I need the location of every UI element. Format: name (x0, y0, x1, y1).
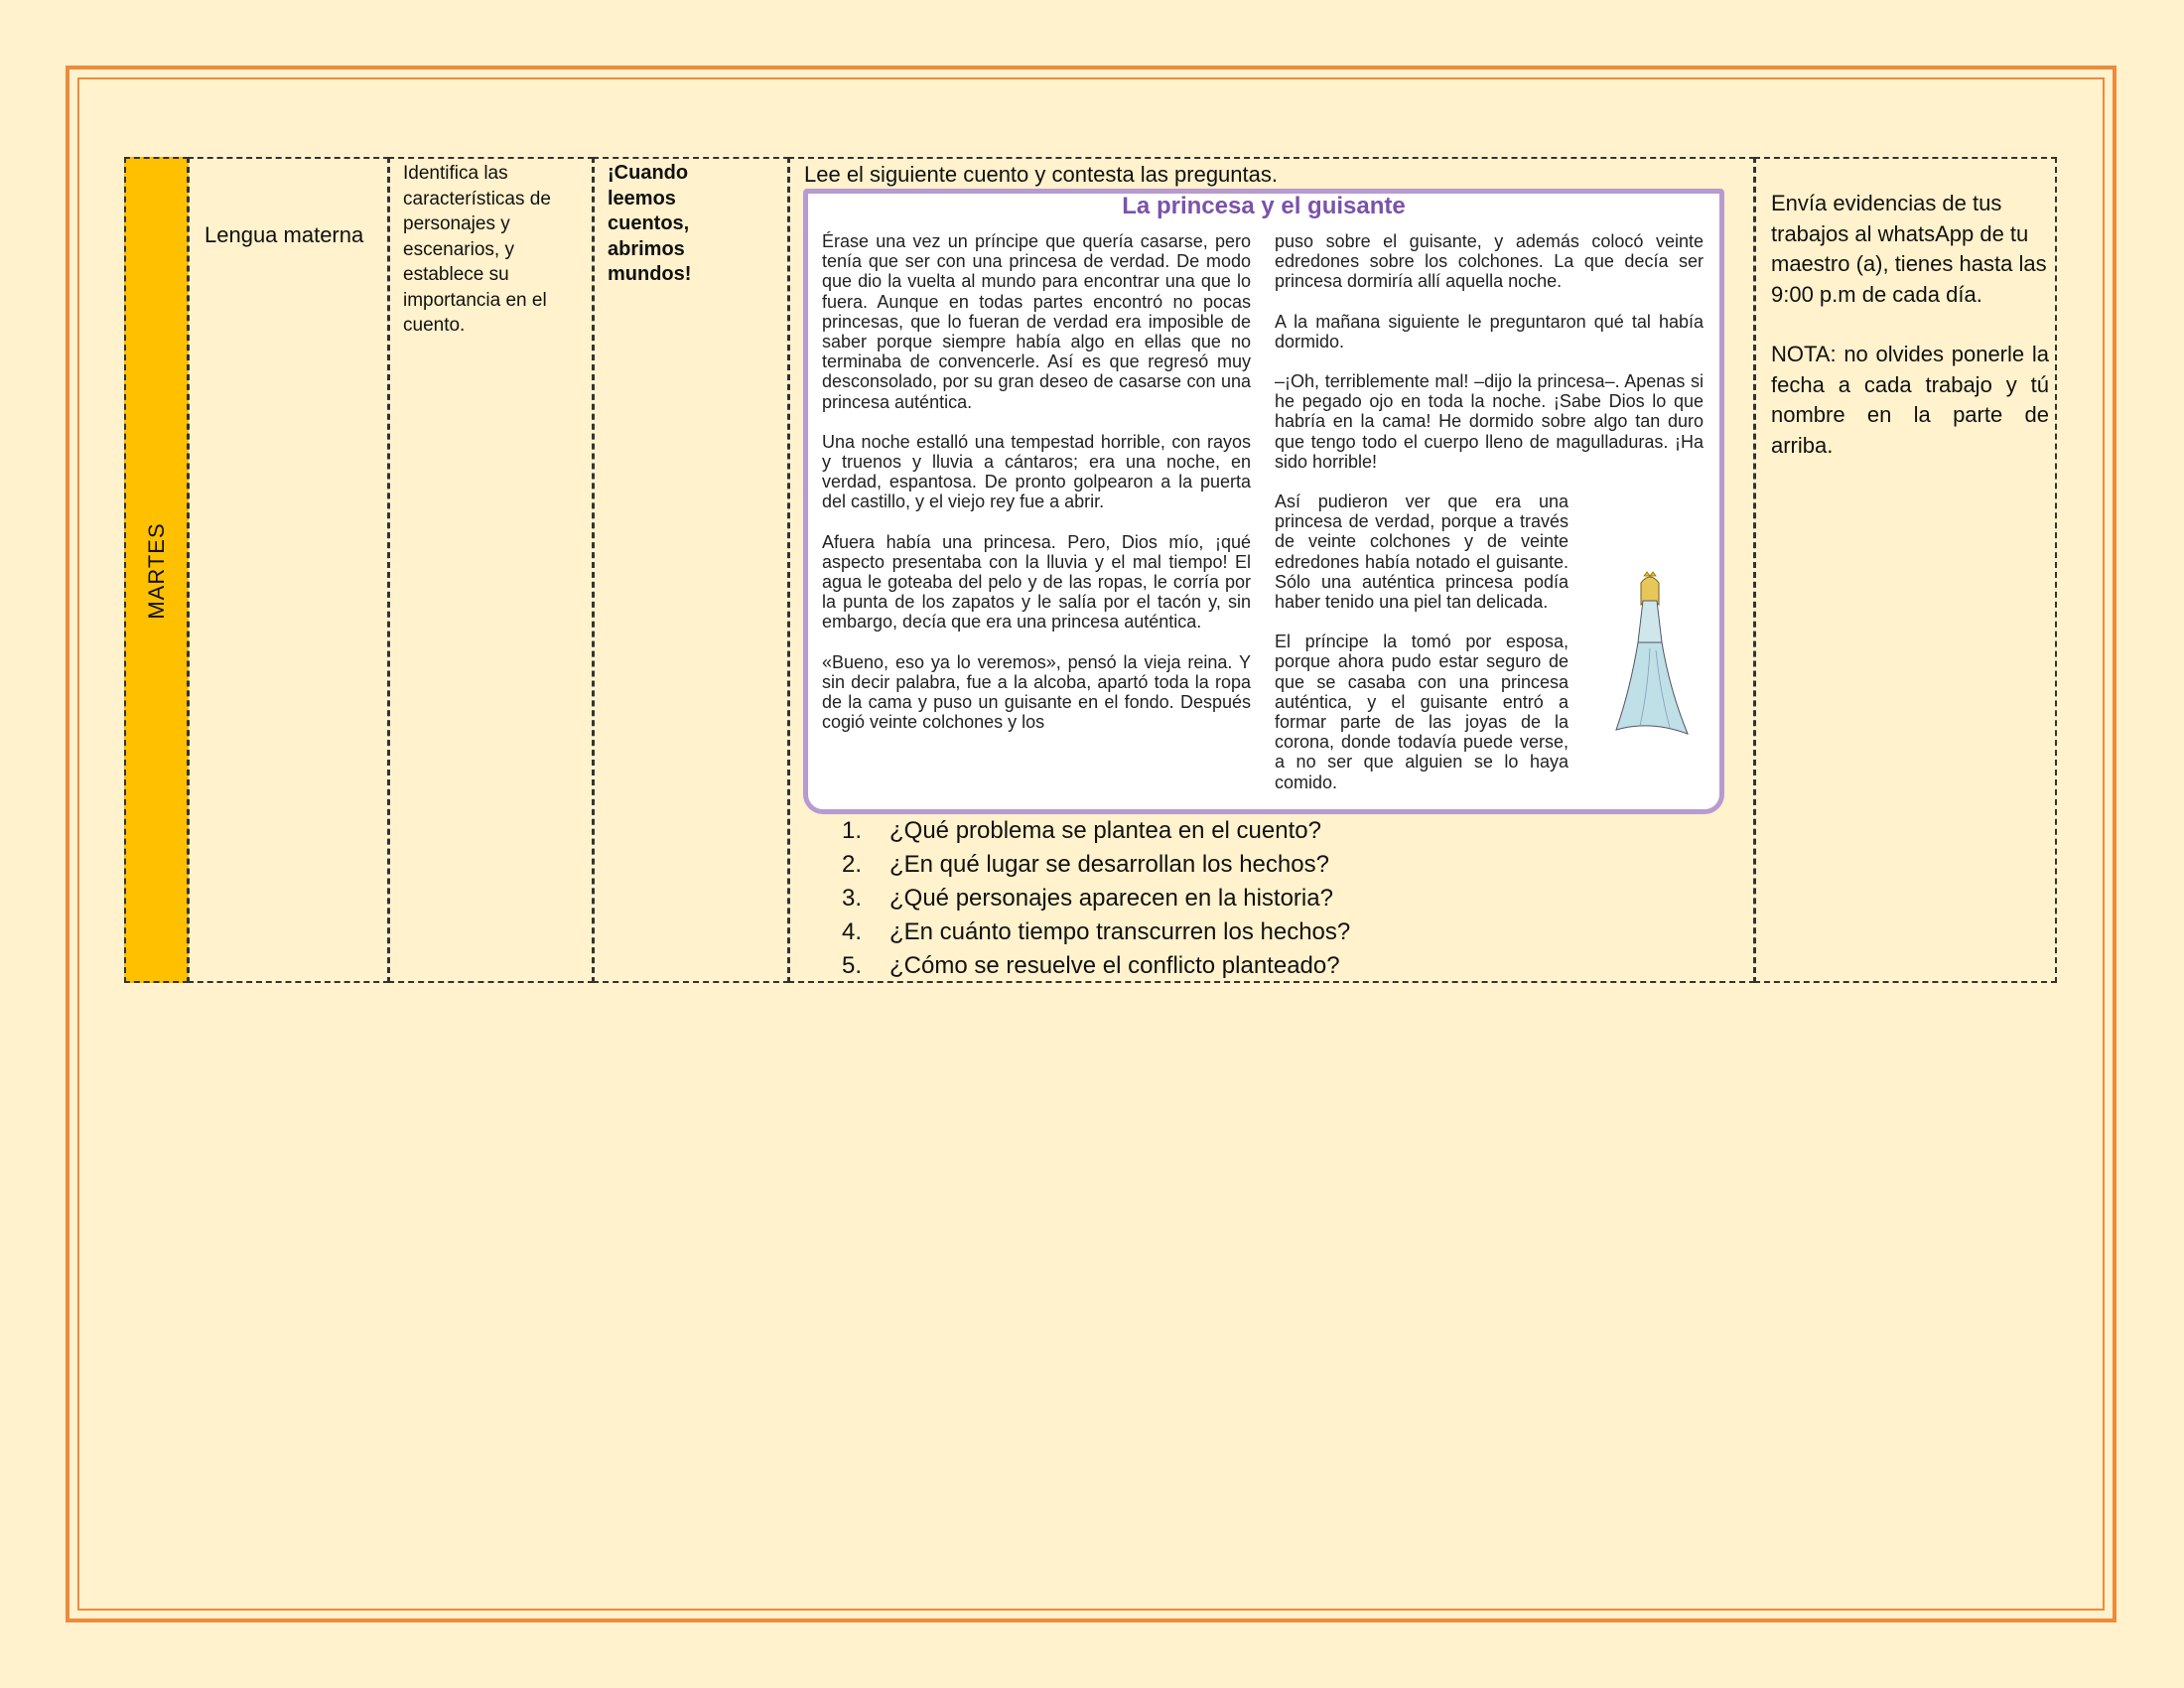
question-item (842, 949, 1350, 983)
question-item (842, 882, 1350, 915)
learning-goal-text: Identifica las características de personajes y escenarios, y establece su importancia en el cuento. (403, 163, 551, 336)
question-text: ¿En cuánto tiempo transcurren los hechos? (889, 918, 1351, 945)
activity-cell (788, 157, 1755, 983)
story-paragraph: Así pudieron ver que era una princesa de verdad, porque a través de veinte colchones y de veinte edredones había notado el guisante. Sólo una auténtica princesa podía haber tenido una piel tan delicada. (1275, 492, 1569, 613)
question-item (842, 848, 1350, 882)
story-card (803, 189, 1724, 814)
story-paragraph: Una noche estalló una tempestad horrible, con rayos y truenos y lluvia a cántaros; era una noche, en verdad, espantosa. De pronto golpearon a la puerta del castillo, y el viejo rey fue a abrir. (822, 431, 1251, 512)
question-text: ¿En qué lugar se desarrollan los hechos? (889, 851, 1329, 878)
story-left-column (822, 231, 1251, 752)
story-paragraph: A la mañana siguiente le preguntaron qué tal había dormido. (1275, 311, 1704, 352)
question-item (842, 814, 1350, 848)
day-label: MARTES (143, 522, 169, 620)
subject-label: Lengua materna (205, 222, 364, 247)
question-item (842, 915, 1350, 949)
question-number: 5. (842, 952, 863, 979)
note-text: NOTA: no olvides ponerle la fecha a cada trabajo y tú nombre en la parte de arriba. (1771, 342, 2049, 458)
story-paragraph: «Bueno, eso ya lo veremos», pensó la vieja reina. Y sin decir palabra, fue a la alcoba, apartó toda la ropa de la cama y puso un guisante en el fondo. Después cogió veinte colchones y los (822, 651, 1251, 733)
delivery-instructions (1771, 189, 2049, 461)
question-text: ¿Qué problema se plantea en el cuento? (889, 817, 1321, 844)
story-paragraph: El príncipe la tomó por esposa, porque ahora pudo estar seguro de que se casaba con una princesa auténtica, y el guisante entró a formar parte de las joyas de la corona, donde todavía puede verse, a no ser que alguien se lo haya comido. (1275, 632, 1569, 792)
story-paragraph: –¡Oh, terriblemente mal! –dijo la princesa–. Apenas si he pegado ojo en toda la noche. ¡Sabe Dios lo que habría en la cama! He dormido sobre algo tan duro que tengo todo el cuerpo lleno de magulladuras. ¡Ha sido horrible! (1275, 371, 1704, 472)
evidence-instruction: Envía evidencias de tus trabajos al whatsApp de tu maestro (a), tienes hasta las 9:00 p.m de cada día. (1771, 191, 2047, 307)
princess-illustration (1610, 571, 1690, 740)
subject-cell (188, 157, 389, 983)
theme-text: ¡Cuando leemos cuentos, abrimos mundos! (608, 162, 692, 285)
delivery-cell (1754, 157, 2057, 983)
theme-cell (593, 157, 789, 983)
question-number: 3. (842, 885, 863, 912)
question-text: ¿Cómo se resuelve el conflicto planteado? (889, 952, 1340, 979)
question-text: ¿Qué personajes aparecen en la historia? (889, 885, 1333, 912)
question-number: 1. (842, 817, 863, 844)
story-paragraph: Afuera había una princesa. Pero, Dios mío, ¡qué aspecto presentaba con la lluvia y el mal tiempo! El agua le goteaba del pelo y de las ropas, le corría por la punta de los zapatos y le salía por el tacón y, sin embargo, decía que era una princesa auténtica. (822, 531, 1251, 633)
question-number: 2. (842, 851, 863, 878)
learning-goal-cell (388, 157, 594, 983)
day-cell (124, 157, 189, 983)
story-title: La princesa y el guisante (1122, 193, 1406, 219)
activity-instruction: Lee el siguiente cuento y contesta las preguntas. (804, 162, 1278, 187)
question-number: 4. (842, 918, 863, 945)
story-paragraph: puso sobre el guisante, y además colocó veinte edredones sobre los colchones. La que decía ser princesa dormiría allí aquella noche. (1275, 231, 1704, 292)
story-paragraph: Érase una vez un príncipe que quería casarse, pero tenía que ser con una princesa de verdad. De modo que dio la vuelta al mundo para encontrar una que lo fuera. Aunque en todas partes encontró no pocas princesas, que lo fueran de verdad era imposible de saber porque siempre había algo en ellas que no terminaba de convencerle. Así es que regresó muy desconsolado, por su gran deseo de casarse con una princesa auténtica. (822, 231, 1251, 412)
question-list (842, 814, 1350, 983)
